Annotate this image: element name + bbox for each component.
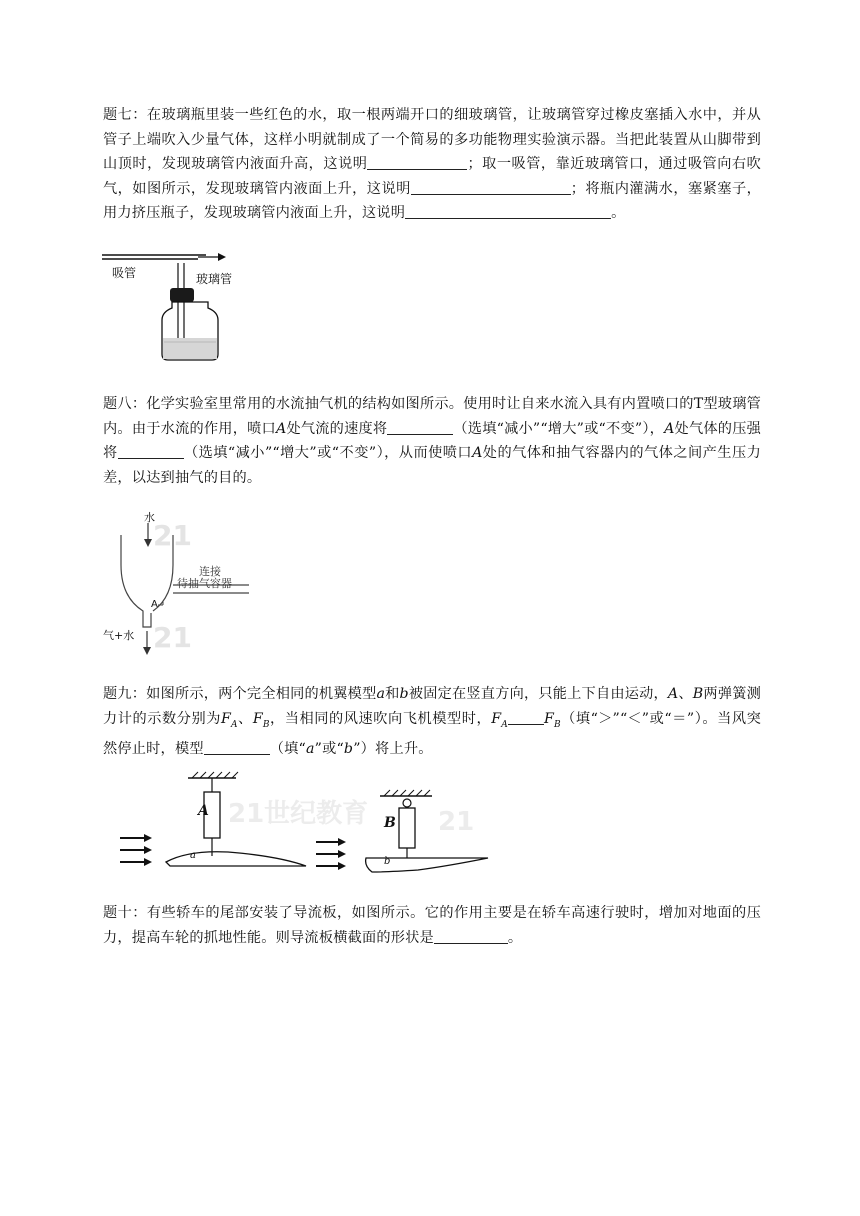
- q8-blank-1[interactable]: [387, 419, 453, 435]
- q7-straw-label: 吸管: [112, 266, 137, 280]
- q8-water-label: 水: [144, 511, 155, 524]
- q8-container-label: 待抽气容器: [177, 577, 232, 590]
- q8-connect-label: 连接: [199, 565, 221, 578]
- q9-text-d: ，当相同的风速吹向飞机模型时，: [269, 710, 492, 727]
- q9-var-B: B: [692, 686, 704, 702]
- q9-text-and: 和: [385, 686, 400, 702]
- q7-tube-label: 玻璃管: [196, 272, 233, 286]
- q9-fig-a-spring-label: A: [198, 803, 209, 819]
- q10-blank-1[interactable]: [434, 928, 508, 944]
- q9-blank-1[interactable]: [508, 709, 544, 725]
- q8-out-label: 气+水: [103, 629, 135, 642]
- svg-text:21: 21: [153, 621, 192, 654]
- q9-fa: $F_A$: [220, 710, 238, 730]
- q8-blank-2[interactable]: [118, 443, 184, 459]
- q9-figure: [118, 770, 498, 880]
- q7-text-d: 。: [611, 205, 626, 221]
- q7-blank-2[interactable]: [411, 179, 571, 195]
- q10-text-b: 。: [507, 929, 523, 946]
- airfoil-models-diagram: [118, 770, 498, 880]
- q9-blank-2[interactable]: [204, 739, 270, 755]
- q9-opt-a: a: [305, 740, 315, 757]
- q7-blank-1[interactable]: [367, 154, 467, 170]
- question-7: [103, 103, 761, 226]
- q9-text-b: 被固定在竖直方向，只能上下自由运动，: [408, 686, 668, 702]
- q9-fig-b-spring-label: B: [384, 815, 396, 831]
- question-10: [103, 901, 761, 950]
- q7-text-a: 题七：在玻璃瓶里装一些红色的水，取一根两端开口的细玻璃管，让玻璃管穿过橡皮塞插入水中，并从管子上端吹入少量气体，这样小明就制成了一个简易的多功能物理实验演示器。当把此装置从山脚带到山顶时，发现玻璃管内液面升高，这说明: [103, 107, 761, 172]
- q8-text-f: 处的气体和抽气容器内的气体之间产生压力差，以达到抽气的目的。: [103, 445, 762, 486]
- q8-var-a-3: A: [472, 445, 483, 461]
- q8-text-c: （选填“减小”“增大”或“不变”），: [453, 420, 665, 437]
- q8-var-a-1: A: [275, 420, 287, 437]
- q8-text-d: 处气体的压强将: [103, 420, 762, 461]
- q9-var-A: A: [667, 686, 679, 702]
- svg-text:21: 21: [153, 519, 192, 552]
- q9-text-g: ”或“: [314, 740, 344, 757]
- q9-text-c: 两弹簧测力计的示数分别为: [103, 686, 761, 727]
- q8-figure: [103, 505, 263, 660]
- q9-var-a: a: [376, 686, 386, 702]
- q7-blank-3[interactable]: [405, 203, 611, 219]
- q9-sep: 、: [678, 686, 693, 702]
- q9-fb: $F_B$: [252, 710, 270, 730]
- q8-text-b: 处气流的速度将: [286, 420, 388, 437]
- q7-text-b: ；取一吸管，靠近玻璃管口，通过吸管向右吹气，如图所示，发现玻璃管内液面上升，这说明: [103, 156, 761, 197]
- q8-text-e: （选填“减小”“增大”或“不变”），从而使喷口: [183, 445, 473, 461]
- q9-text-f: （填“: [269, 740, 306, 757]
- q9-fb-2: $F_B$: [543, 710, 561, 730]
- q8-a-label: A: [151, 599, 158, 610]
- svg-text:21世纪教育: 21世纪教育: [228, 799, 369, 829]
- q9-text-e: （填“＞”“＜”或“＝”）。当风突然停止时，模型: [103, 710, 761, 757]
- q9-sep-2: 、: [237, 710, 253, 727]
- q7-figure: [100, 250, 240, 362]
- q7-text-c: ；将瓶内灌满水，塞紧塞子，用力挤压瓶子，发现玻璃管内液面上升，这说明: [103, 180, 761, 221]
- q9-var-b: b: [399, 686, 409, 702]
- q9-text-a: 题九：如图所示，两个完全相同的机翼模型: [103, 686, 377, 702]
- q8-text-a: 题八：化学实验室里常用的水流抽气机的结构如图所示。使用时让自来水流入具有内置喷口的T型玻璃管内。由于水流的作用，喷口: [103, 396, 761, 437]
- svg-text:21: 21: [438, 807, 475, 837]
- q9-fig-a-model-label: a: [190, 850, 196, 861]
- q9-opt-b: b: [343, 740, 354, 757]
- q9-fa-2: $F_A$: [491, 710, 508, 730]
- q10-text-a: 题十：有些轿车的尾部安装了导流板，如图所示。它的作用主要是在轿车高速行驶时，增加对地面的压力，提高车轮的抓地性能。则导流板横截面的形状是: [103, 905, 761, 946]
- q8-var-a-2: A: [664, 420, 675, 437]
- question-8: [103, 392, 761, 490]
- q9-fig-b-model-label: b: [384, 856, 391, 867]
- q9-text-h: ”）将上升。: [353, 740, 433, 757]
- question-9: [103, 682, 761, 761]
